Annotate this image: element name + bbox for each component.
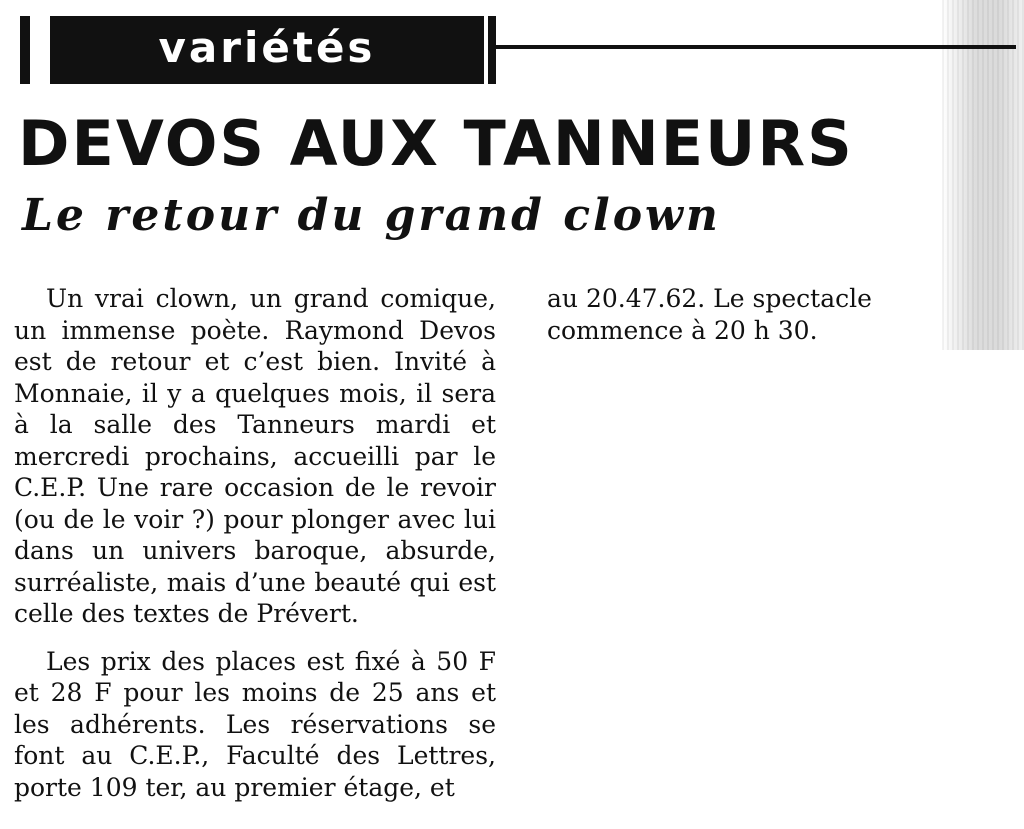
rubric-box bbox=[50, 16, 484, 84]
article-right-column bbox=[547, 283, 1015, 346]
rubric-right-bar bbox=[488, 16, 496, 84]
article-subhead: Le retour du grand clown bbox=[22, 190, 721, 241]
paragraph: Un vrai clown, un grand comique, un immense poète. Raymond Devos est de retour et c’est bien. Invité à Monnaie, il y a quelques mois, il sera à la salle des Tanneurs mardi et mercredi prochains, accueilli par le C.E.P. Une rare occasion de le revoir (ou de le voir ?) pour plonger avec lui dans un univers baroque, absurde, surréaliste, mais d’une beauté qui est celle des textes de Prévert. bbox=[14, 284, 496, 628]
article-left-column bbox=[14, 283, 496, 803]
paragraph: Les prix des places est fixé à 50 F et 28 F pour les moins de 25 ans et les adhérents. Les réservations se font au C.E.P., Faculté des Lettres, porte 109 ter, au premier étage, et bbox=[14, 646, 496, 802]
rubric-left-bar bbox=[20, 16, 30, 84]
section-rubric bbox=[20, 16, 1020, 84]
rubric-rule bbox=[496, 45, 1016, 49]
section-label: variétés bbox=[158, 23, 376, 72]
paragraph: au 20.47.62. Le spectacle commence à 20 h 30. bbox=[547, 284, 872, 345]
article-headline: DEVOS AUX TANNEURS bbox=[18, 107, 854, 180]
